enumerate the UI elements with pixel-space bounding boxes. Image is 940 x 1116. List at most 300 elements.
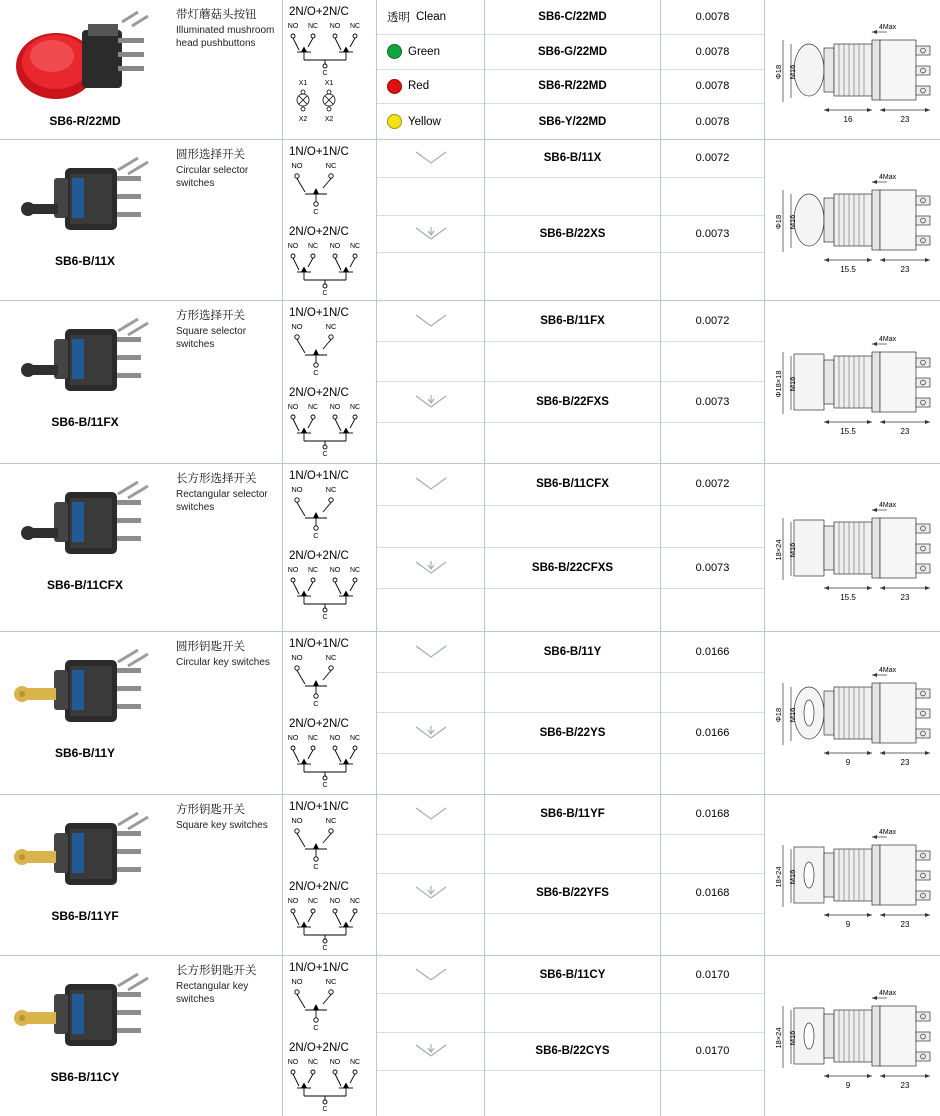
description-en: Circular key switches: [176, 657, 270, 668]
weight-subrow: [661, 994, 764, 1032]
dimension-drawing: [769, 160, 937, 280]
svg-text:NO: NO: [287, 23, 299, 30]
contact-diagram-2pole: [283, 813, 369, 871]
selector-knob-single-icon: [414, 313, 448, 329]
knob-indicator: [377, 313, 484, 329]
model-subrow: [485, 914, 660, 954]
model-subrow: [485, 216, 660, 254]
product-photo: [10, 468, 160, 576]
model-number: SB6-B/11Y: [543, 645, 602, 658]
svg-text:NC: NC: [307, 898, 319, 905]
model-subrow: [485, 464, 660, 506]
weight-cell: [660, 140, 764, 300]
model-number: SB6-B/11FX: [540, 314, 605, 327]
svg-text:C: C: [322, 945, 328, 951]
selector-knob-double-icon: [414, 724, 448, 742]
contact-label: 1N/O+1N/C: [289, 801, 349, 813]
svg-text:NO: NO: [329, 23, 341, 30]
color-subrow: [377, 342, 484, 383]
contact-diagram-2pole: [283, 482, 369, 540]
model-number: SB6-B/11CY: [539, 968, 606, 981]
svg-text:NO: NO: [329, 735, 341, 742]
svg-text:C: C: [322, 451, 328, 457]
contact-block: [283, 381, 376, 461]
svg-text:16: 16: [843, 114, 852, 124]
product-photo: [10, 144, 160, 252]
svg-text:X1: X1: [298, 80, 308, 87]
weight-subrow: [661, 423, 764, 464]
model-cell: [484, 632, 660, 794]
product-image-cell: [0, 140, 170, 300]
svg-text:NO: NO: [291, 653, 303, 662]
weight-value: 0.0078: [695, 10, 730, 23]
color-entry: [377, 44, 440, 59]
product-description-cell: [170, 301, 282, 463]
product-image-cell: [0, 464, 170, 631]
contact-diagram-4pole: [283, 562, 369, 620]
contact-arrangement-cell: [282, 301, 376, 463]
svg-text:M16: M16: [787, 376, 797, 392]
dimension-drawing: [769, 653, 937, 773]
svg-text:NO: NO: [287, 567, 299, 574]
color-cell: [376, 140, 484, 300]
contact-label: 2N/O+2N/C: [289, 881, 349, 893]
svg-text:M16: M16: [787, 64, 797, 79]
color-entry: [377, 79, 429, 94]
knob-indicator: [377, 644, 484, 660]
model-number: SB6-G/22MD: [537, 45, 608, 58]
svg-text:NO: NO: [287, 1059, 299, 1066]
knob-indicator: [377, 393, 484, 411]
product-image-cell: [0, 956, 170, 1116]
svg-text:23: 23: [900, 758, 909, 767]
description-cn: 带灯蘑菇头按钮: [176, 9, 257, 21]
weight-value: 0.0072: [695, 478, 730, 491]
svg-text:NC: NC: [349, 23, 361, 30]
contact-arrangement-cell: [282, 632, 376, 794]
svg-text:NO: NO: [287, 735, 299, 742]
weight-value: 0.0170: [695, 1045, 730, 1058]
model-subrow: [485, 632, 660, 673]
svg-text:4Max: 4Max: [878, 667, 896, 674]
color-subrow: [377, 506, 484, 548]
svg-text:C: C: [322, 70, 328, 76]
svg-text:NO: NO: [329, 404, 341, 411]
dimension-cell: [764, 956, 940, 1116]
weight-subrow: [661, 632, 764, 673]
contact-arrangement-cell: [282, 0, 376, 139]
svg-text:9: 9: [845, 920, 850, 929]
model-number: SB6-B/22FXS: [536, 395, 609, 408]
selector-knob-double-icon: [414, 225, 448, 243]
svg-text:15.5: 15.5: [839, 265, 856, 274]
svg-text:NC: NC: [349, 1059, 361, 1066]
product-image-cell: [0, 632, 170, 794]
contact-block: [283, 544, 376, 624]
product-photo: [10, 799, 160, 907]
svg-text:4Max: 4Max: [878, 501, 896, 509]
contact-block: [283, 140, 376, 220]
model-number: SB6-B/22CYS: [535, 1045, 610, 1058]
product-name: SB6-B/11X: [54, 254, 116, 268]
color-label-en: Yellow: [408, 115, 441, 128]
product-row: [0, 140, 940, 301]
svg-text:NO: NO: [291, 816, 303, 825]
weight-subrow: [661, 178, 764, 216]
svg-text:4Max: 4Max: [878, 990, 896, 997]
contact-diagram-4pole: [283, 730, 369, 788]
model-subrow: [485, 70, 660, 105]
model-subrow: [485, 35, 660, 70]
svg-text:18×24: 18×24: [773, 866, 783, 888]
svg-text:15.5: 15.5: [839, 427, 856, 436]
contact-block: [283, 632, 376, 712]
color-subrow: [377, 382, 484, 423]
dimension-cell: [764, 301, 940, 463]
svg-text:M16: M16: [787, 707, 797, 723]
weight-subrow: [661, 589, 764, 631]
svg-text:NC: NC: [307, 404, 319, 411]
svg-text:C: C: [313, 699, 319, 708]
weight-subrow: [661, 104, 764, 139]
knob-indicator: [377, 476, 484, 492]
model-subrow: [485, 835, 660, 875]
svg-text:4Max: 4Max: [878, 174, 896, 181]
weight-value: 0.0170: [695, 968, 730, 981]
product-name: SB6-B/11CY: [50, 1070, 120, 1084]
svg-text:C: C: [313, 207, 319, 216]
svg-text:9: 9: [845, 758, 850, 767]
svg-text:NO: NO: [287, 243, 299, 250]
color-cell: [376, 956, 484, 1116]
weight-subrow: [661, 70, 764, 105]
contact-label: 1N/O+1N/C: [289, 307, 349, 319]
color-subrow: [377, 754, 484, 795]
weight-cell: [660, 956, 764, 1116]
description-en: Rectangular key switches: [176, 981, 249, 1005]
color-subrow: [377, 874, 484, 914]
contact-diagram-4pole: [283, 399, 369, 457]
svg-text:4Max: 4Max: [878, 336, 896, 343]
model-cell: [484, 795, 660, 955]
color-label-cn: 透明: [387, 11, 410, 24]
weight-value: 0.0078: [695, 115, 730, 128]
svg-text:NO: NO: [329, 567, 341, 574]
model-subrow: [485, 301, 660, 342]
weight-cell: [660, 795, 764, 955]
product-row: [0, 0, 940, 140]
svg-text:NO: NO: [329, 1059, 341, 1066]
svg-text:23: 23: [900, 592, 909, 602]
product-row: [0, 464, 940, 632]
model-number: SB6-C/22MD: [538, 10, 607, 23]
contact-label: 2N/O+2N/C: [289, 6, 349, 18]
svg-text:NC: NC: [349, 243, 361, 250]
selector-knob-single-icon: [414, 476, 448, 492]
description-en: Illuminated mushroom head pushbuttons: [176, 25, 275, 49]
product-name: SB6-R/22MD: [49, 114, 121, 128]
color-cell: [376, 632, 484, 794]
svg-text:NO: NO: [287, 898, 299, 905]
contact-label: 2N/O+2N/C: [289, 718, 349, 730]
weight-subrow: [661, 216, 764, 254]
weight-subrow: [661, 673, 764, 714]
color-subrow: [377, 423, 484, 464]
contact-diagram-4pole: [283, 893, 369, 951]
model-number: SB6-B/22YS: [539, 726, 606, 739]
weight-subrow: [661, 382, 764, 423]
svg-text:X2: X2: [324, 116, 334, 123]
color-subrow: [377, 835, 484, 875]
model-cell: [484, 956, 660, 1116]
dimension-drawing: [769, 488, 937, 608]
model-number: SB6-B/11YF: [540, 808, 605, 821]
svg-text:Φ18: Φ18: [773, 214, 783, 230]
knob-indicator: [377, 806, 484, 822]
weight-subrow: [661, 506, 764, 548]
color-swatch: [387, 44, 402, 59]
model-number: SB6-Y/22MD: [538, 115, 607, 128]
contact-diagram-2pole: [283, 974, 369, 1032]
model-subrow: [485, 1071, 660, 1109]
knob-indicator: [377, 150, 484, 166]
selector-knob-double-icon: [414, 1042, 448, 1060]
weight-subrow: [661, 35, 764, 70]
product-photo: [10, 636, 160, 744]
weight-subrow: [661, 548, 764, 590]
contact-arrangement-cell: [282, 795, 376, 955]
model-cell: [484, 301, 660, 463]
description-en: Square selector switches: [176, 326, 247, 350]
svg-text:NC: NC: [307, 243, 319, 250]
color-subrow: [377, 253, 484, 291]
description-en: Rectangular selector switches: [176, 489, 268, 513]
contact-block: [283, 956, 376, 1036]
color-subrow: [377, 914, 484, 954]
weight-subrow: [661, 874, 764, 914]
color-subrow: [377, 713, 484, 754]
weight-subrow: [661, 301, 764, 342]
product-photo: [10, 305, 160, 413]
weight-value: 0.0166: [695, 645, 730, 658]
model-subrow: [485, 673, 660, 714]
contact-label: 1N/O+1N/C: [289, 638, 349, 650]
model-number: SB6-B/22YFS: [536, 887, 609, 900]
svg-text:9: 9: [845, 1081, 850, 1090]
model-cell: [484, 140, 660, 300]
svg-text:23: 23: [900, 1081, 909, 1090]
knob-indicator: [377, 724, 484, 742]
model-subrow: [485, 548, 660, 590]
svg-text:NO: NO: [291, 485, 303, 494]
selector-knob-single-icon: [414, 806, 448, 822]
product-description-cell: [170, 140, 282, 300]
weight-subrow: [661, 464, 764, 506]
svg-text:C: C: [322, 614, 328, 620]
product-name: SB6-B/11CFX: [46, 578, 124, 592]
product-image-cell: [0, 301, 170, 463]
color-subrow: [377, 301, 484, 342]
color-subrow: [377, 956, 484, 994]
color-swatch: [387, 79, 402, 94]
weight-value: 0.0168: [695, 808, 730, 821]
color-subrow: [377, 70, 484, 105]
weight-subrow: [661, 1033, 764, 1071]
model-subrow: [485, 1033, 660, 1071]
product-image-cell: [0, 0, 170, 139]
description-cn: 长方形选择开关: [176, 473, 257, 485]
model-number: SB6-B/11CFX: [536, 478, 609, 491]
contact-label: 1N/O+1N/C: [289, 470, 349, 482]
weight-subrow: [661, 0, 764, 35]
weight-cell: [660, 632, 764, 794]
svg-text:18×24: 18×24: [773, 538, 783, 561]
product-row: [0, 632, 940, 795]
weight-subrow: [661, 713, 764, 754]
svg-text:NC: NC: [349, 567, 361, 574]
contact-block: [283, 1036, 376, 1116]
svg-text:NC: NC: [307, 567, 319, 574]
contact-label: 2N/O+2N/C: [289, 226, 349, 238]
color-subrow: [377, 104, 484, 139]
contact-block: [283, 464, 376, 544]
weight-subrow: [661, 140, 764, 178]
selector-knob-single-icon: [414, 967, 448, 983]
svg-text:NC: NC: [349, 735, 361, 742]
svg-text:C: C: [313, 531, 319, 540]
contact-label: 2N/O+2N/C: [289, 550, 349, 562]
product-photo: [10, 4, 160, 112]
svg-text:23: 23: [900, 920, 909, 929]
svg-text:NC: NC: [325, 653, 337, 662]
svg-text:18×24: 18×24: [773, 1027, 783, 1049]
product-description-cell: [170, 0, 282, 139]
svg-text:M16: M16: [787, 542, 797, 557]
contact-label: 1N/O+1N/C: [289, 962, 349, 974]
svg-text:4Max: 4Max: [878, 23, 896, 31]
model-subrow: [485, 0, 660, 35]
weight-cell: [660, 464, 764, 631]
product-name: SB6-B/11FX: [51, 415, 119, 429]
knob-indicator: [377, 559, 484, 577]
dimension-cell: [764, 632, 940, 794]
contact-block: [283, 795, 376, 875]
color-subrow: [377, 216, 484, 254]
color-subrow: [377, 140, 484, 178]
model-subrow: [485, 754, 660, 795]
dimension-cell: [764, 795, 940, 955]
color-label-en: Red: [408, 80, 430, 93]
svg-text:M16: M16: [787, 1030, 797, 1046]
knob-indicator: [377, 1042, 484, 1060]
model-number: SB6-B/22CFXS: [531, 561, 614, 574]
weight-subrow: [661, 956, 764, 994]
svg-text:15.5: 15.5: [839, 592, 856, 602]
svg-text:NC: NC: [325, 816, 337, 825]
model-number: SB6-R/22MD: [538, 80, 607, 93]
svg-text:NC: NC: [349, 404, 361, 411]
model-cell: [484, 464, 660, 631]
contact-diagram-4pole: [283, 238, 369, 296]
description-cn: 方形选择开关: [176, 310, 245, 322]
product-row: [0, 795, 940, 956]
svg-text:NO: NO: [291, 977, 303, 986]
svg-text:NC: NC: [325, 977, 337, 986]
color-swatch: [387, 114, 402, 129]
knob-indicator: [377, 225, 484, 243]
color-entry: [377, 114, 441, 129]
dimension-cell: [764, 464, 940, 631]
dimension-drawing: [769, 10, 937, 130]
contact-arrangement-cell: [282, 956, 376, 1116]
svg-text:C: C: [313, 368, 319, 377]
color-subrow: [377, 178, 484, 216]
selector-knob-double-icon: [414, 393, 448, 411]
dimension-cell: [764, 140, 940, 300]
model-subrow: [485, 874, 660, 914]
contact-arrangement-cell: [282, 464, 376, 631]
svg-text:C: C: [322, 1106, 328, 1112]
contact-arrangement-cell: [282, 140, 376, 300]
contact-label: 2N/O+2N/C: [289, 387, 349, 399]
model-number: SB6-B/22XS: [539, 227, 606, 240]
product-photo: [10, 960, 160, 1068]
model-number: SB6-B/11X: [543, 152, 602, 165]
weight-value: 0.0078: [695, 45, 730, 58]
weight-cell: [660, 301, 764, 463]
model-subrow: [485, 713, 660, 754]
svg-text:C: C: [313, 1023, 319, 1032]
contact-block: [283, 301, 376, 381]
dimension-drawing: [769, 815, 937, 935]
model-subrow: [485, 589, 660, 631]
contact-block: [283, 0, 376, 128]
svg-text:X2: X2: [298, 116, 308, 123]
weight-subrow: [661, 1071, 764, 1109]
weight-subrow: [661, 835, 764, 875]
weight-value: 0.0072: [695, 152, 730, 165]
weight-value: 0.0073: [695, 561, 730, 574]
selector-knob-double-icon: [414, 559, 448, 577]
model-subrow: [485, 178, 660, 216]
contact-diagram-4pole: [283, 18, 369, 76]
svg-text:C: C: [322, 782, 328, 788]
svg-text:NO: NO: [287, 404, 299, 411]
weight-value: 0.0078: [695, 80, 730, 93]
model-subrow: [485, 140, 660, 178]
model-subrow: [485, 506, 660, 548]
color-subrow: [377, 548, 484, 590]
weight-subrow: [661, 914, 764, 954]
svg-text:Φ18: Φ18: [773, 64, 783, 79]
svg-text:NO: NO: [329, 898, 341, 905]
color-cell: [376, 464, 484, 631]
svg-text:NC: NC: [349, 898, 361, 905]
description-cn: 圆形选择开关: [176, 149, 245, 161]
svg-text:23: 23: [900, 114, 909, 124]
contact-diagram-2pole: [283, 650, 369, 708]
selector-knob-double-icon: [414, 884, 448, 902]
svg-text:NC: NC: [325, 322, 337, 331]
selector-knob-single-icon: [414, 644, 448, 660]
svg-text:NC: NC: [307, 735, 319, 742]
description-en: Circular selector switches: [176, 165, 249, 189]
contact-diagram-2pole: [283, 319, 369, 377]
color-label-en: Green: [408, 45, 440, 58]
model-subrow: [485, 994, 660, 1032]
svg-text:C: C: [322, 290, 328, 296]
knob-indicator: [377, 967, 484, 983]
